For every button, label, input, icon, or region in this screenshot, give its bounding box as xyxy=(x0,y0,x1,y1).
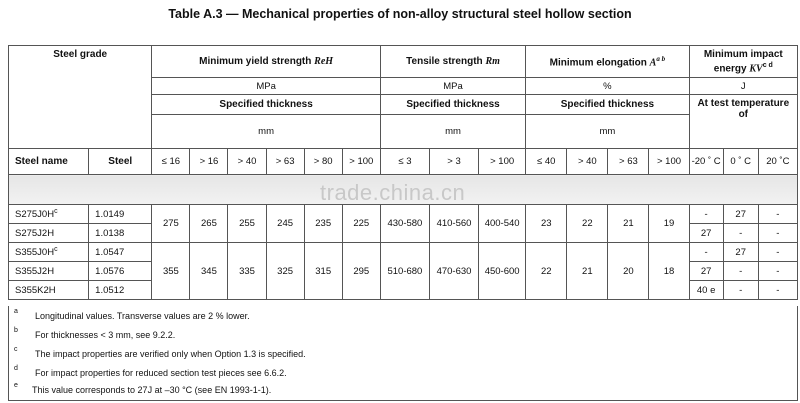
steel-name-header: Steel name xyxy=(9,149,89,175)
steel-number-header: Steel xyxy=(89,149,152,175)
thickness-range: > 16 xyxy=(190,149,228,175)
value-cell: 345 xyxy=(190,243,228,300)
value-cell: 22 xyxy=(567,205,608,243)
value-cell: 235 xyxy=(304,205,342,243)
elongation-header: Minimum elongation $A^{a b}$ xyxy=(526,46,689,78)
elong-mm: mm xyxy=(526,115,689,149)
thickness-range: > 3 xyxy=(429,149,478,175)
table-title: Table A.3 — Mechanical properties of non-alloy structural steel hollow section xyxy=(168,7,632,21)
steel-name-cell: S355J2H xyxy=(9,262,89,281)
impact-cell: - xyxy=(723,281,758,300)
value-cell: 335 xyxy=(228,243,266,300)
impact-cell: - xyxy=(758,205,797,224)
thickness-range: > 63 xyxy=(608,149,649,175)
impact-cell: - xyxy=(758,262,797,281)
impact-cell: 27 xyxy=(689,224,723,243)
value-cell: 400-540 xyxy=(479,205,526,243)
watermark: trade.china.cn xyxy=(320,180,466,205)
impact-unit: J xyxy=(689,78,797,95)
tensile-unit: MPa xyxy=(380,78,525,95)
value-cell: 245 xyxy=(266,205,304,243)
value-cell: 21 xyxy=(567,243,608,300)
steel-number-cell: 1.0138 xyxy=(89,224,152,243)
tensile-strength-header: Tensile strength Rm xyxy=(380,46,525,78)
impact-cell: - xyxy=(758,281,797,300)
impact-cell: - xyxy=(689,205,723,224)
thickness-range: > 40 xyxy=(567,149,608,175)
temperature: -20 ˚ C xyxy=(689,149,723,175)
value-cell: 265 xyxy=(190,205,228,243)
thickness-range: ≤ 40 xyxy=(526,149,567,175)
value-cell: 430-580 xyxy=(380,205,429,243)
steel-number-cell: 1.0547 xyxy=(89,243,152,262)
thickness-range: > 80 xyxy=(304,149,342,175)
thickness-range: > 100 xyxy=(479,149,526,175)
steel-number-cell: 1.0149 xyxy=(89,205,152,224)
impact-cell: - xyxy=(758,243,797,262)
value-cell: 23 xyxy=(526,205,567,243)
impact-cell: 27 xyxy=(723,243,758,262)
thickness-range: > 63 xyxy=(266,149,304,175)
yield-strength-header: Minimum yield strength ReH xyxy=(152,46,381,78)
value-cell: 315 xyxy=(304,243,342,300)
value-cell: 19 xyxy=(649,205,689,243)
yield-thickness-header: Specified thickness xyxy=(152,95,381,115)
value-cell: 255 xyxy=(228,205,266,243)
impact-cell: - xyxy=(689,243,723,262)
steel-number-cell: 1.0576 xyxy=(89,262,152,281)
thickness-range: > 40 xyxy=(228,149,266,175)
value-cell: 450-600 xyxy=(479,243,526,300)
thickness-range: > 100 xyxy=(342,149,380,175)
yield-mm: mm xyxy=(152,115,381,149)
thickness-range: > 100 xyxy=(649,149,689,175)
value-cell: 225 xyxy=(342,205,380,243)
value-cell: 21 xyxy=(608,205,649,243)
value-cell: 325 xyxy=(266,243,304,300)
impact-cell: 40 e xyxy=(689,281,723,300)
yield-unit: MPa xyxy=(152,78,381,95)
value-cell: 295 xyxy=(342,243,380,300)
impact-cell: - xyxy=(723,262,758,281)
test-temperature-header: At test temperature of xyxy=(689,95,797,149)
impact-cell: - xyxy=(758,224,797,243)
steel-number-cell: 1.0512 xyxy=(89,281,152,300)
properties-table xyxy=(8,45,798,300)
impact-energy-header: Minimum impact energy $KV^{c d}$ xyxy=(689,46,797,78)
value-cell: 275 xyxy=(152,205,190,243)
steel-name-cell: S355K2H xyxy=(9,281,89,300)
thickness-range: ≤ 3 xyxy=(380,149,429,175)
tensile-mm: mm xyxy=(380,115,525,149)
elong-thickness-header: Specified thickness xyxy=(526,95,689,115)
tensile-thickness-header: Specified thickness xyxy=(380,95,525,115)
steel-name-cell: $S275J0H^c$ xyxy=(9,205,89,224)
steel-name-cell: S275J2H xyxy=(9,224,89,243)
impact-cell: 27 xyxy=(723,205,758,224)
temperature: 0 ˚ C xyxy=(723,149,758,175)
elong-unit: % xyxy=(526,78,689,95)
temperature: 20 ˚C xyxy=(758,149,797,175)
value-cell: 410-560 xyxy=(429,205,478,243)
value-cell: 20 xyxy=(608,243,649,300)
impact-cell: - xyxy=(723,224,758,243)
value-cell: 18 xyxy=(649,243,689,300)
steel-name-cell: $S355J0H^c$ xyxy=(9,243,89,262)
thickness-range: ≤ 16 xyxy=(152,149,190,175)
steel-grade-header: Steel grade xyxy=(9,46,152,149)
value-cell: 355 xyxy=(152,243,190,300)
value-cell: 510-680 xyxy=(380,243,429,300)
value-cell: 470-630 xyxy=(429,243,478,300)
impact-cell: 27 xyxy=(689,262,723,281)
value-cell: 22 xyxy=(526,243,567,300)
